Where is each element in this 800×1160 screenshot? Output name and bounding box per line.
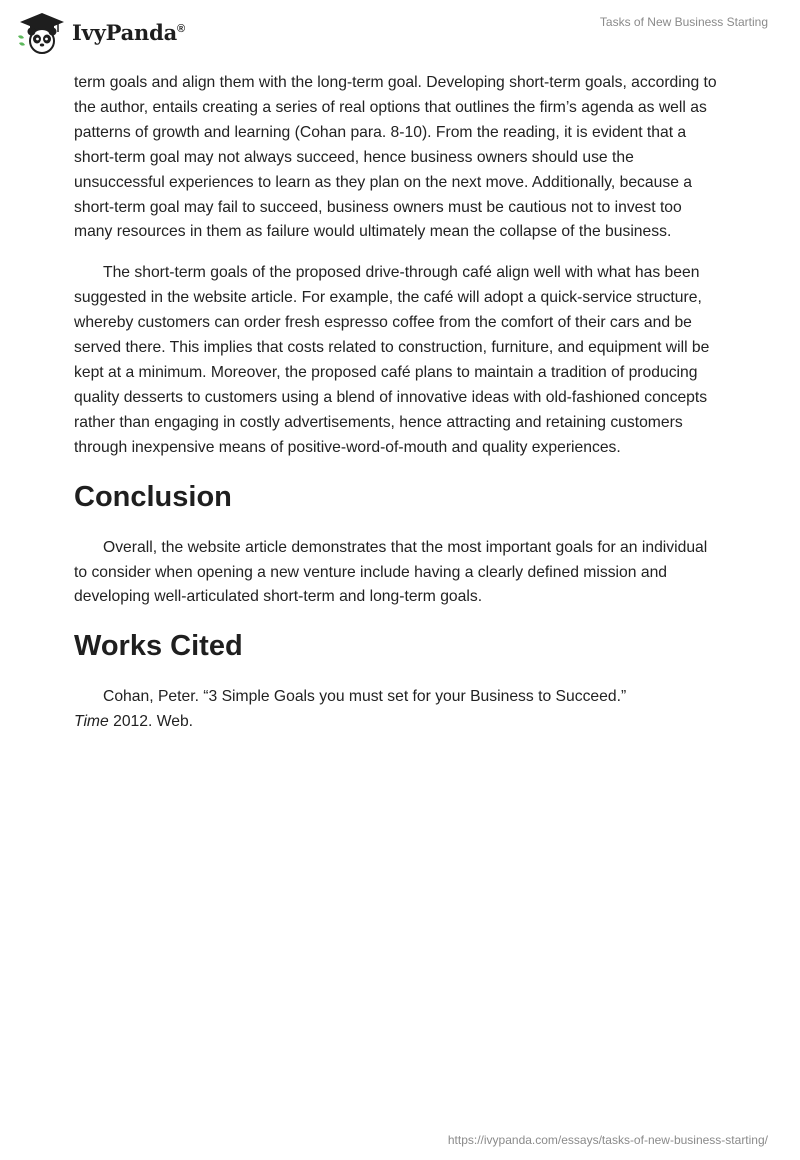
citation-source: Time (74, 713, 109, 731)
essay-content (74, 71, 724, 751)
conclusion-heading: Conclusion (74, 480, 232, 513)
body-paragraph: term goals and align them with the long-term goal. Developing short-term goals, according to the author, entails creating a series of real options that outlines the firm’s agenda as well as patterns of growth and learning (Cohan para. 8-10). From the reading, it is evident that a short-term goal may not always succeed, hence business owners should use the unsuccessful experiences to learn as they plan on the next move. Additionally, because a short-term goal may fail to succeed, business owners must be cautious not to invest too many resources in them as failure would ultimately mean the collapse of the business. (74, 74, 717, 241)
citation-tail: 2012. Web. (108, 713, 194, 731)
page-header (0, 0, 800, 70)
conclusion-paragraph: Overall, the website article demonstrates that the most important goals for an individual to consider when opening a new venture include having a clearly defined mission and developing well-articulated short-term and long-term goals. (74, 538, 708, 606)
ivypanda-logo[interactable] (14, 10, 185, 54)
panda-graduate-icon (14, 10, 66, 54)
citation-entry (74, 685, 724, 735)
brand-name: IvyPanda® (72, 19, 185, 45)
body-paragraph: The short-term goals of the proposed drive-through café align well with what has been suggested in the website article. For example, the café will adopt a quick-service structure, whereby customers can order fresh espresso coffee from the comfort of their cars and be served there. This implies that costs related to construction, furniture, and equipment will be kept at a minimum. Moreover, the proposed café plans to maintain a tradition of producing quality desserts to customers using a blend of innovative ideas with old-fashioned concepts rather than engaging in costly advertisements, hence attracting and retaining customers through inexpensive means of positive-word-of-mouth and quality experiences. (74, 264, 710, 456)
works-cited-heading: Works Cited (74, 630, 243, 663)
running-title: Tasks of New Business Starting (599, 15, 768, 29)
footer-url[interactable]: https://ivypanda.com/essays/tasks-of-new-business-starting/ (447, 1133, 768, 1147)
citation-main: Cohan, Peter. “3 Simple Goals you must set for your Business to Succeed.” (103, 688, 627, 706)
